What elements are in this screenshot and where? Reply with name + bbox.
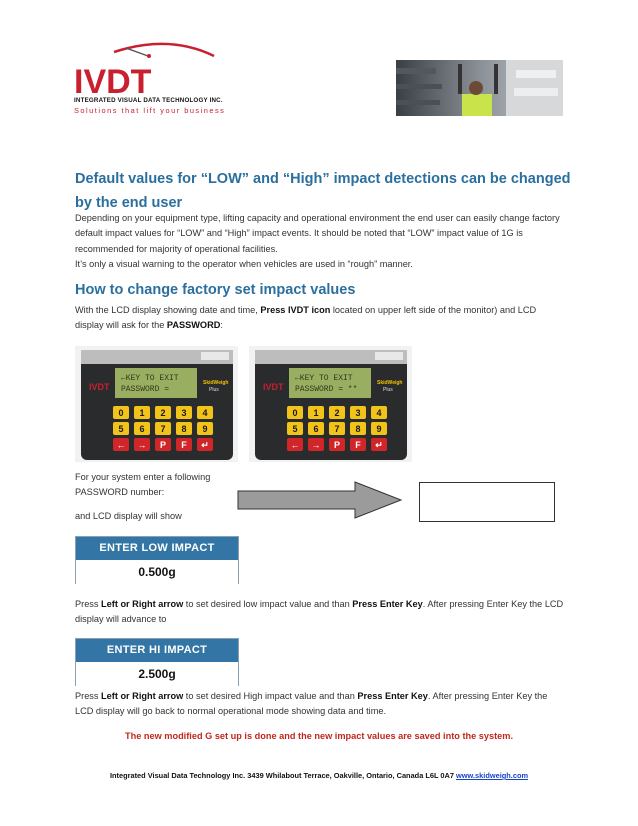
keypad-key-label: 5 <box>118 424 124 434</box>
keypad-key-label: 2 <box>160 408 166 418</box>
hi-impact-value: 2.500g <box>76 662 238 686</box>
keypad-key-label: P <box>333 440 341 450</box>
keypad-illustration-left <box>75 346 238 462</box>
company-logo <box>74 38 244 118</box>
hi-impact-instruction: Press Left or Right arrow to set desired High impact value and than Press Enter Key. After pressing Enter Key the LCD display will go back to normal operational mode showing data and time. <box>75 691 548 717</box>
keypad-key-label: P <box>159 440 167 450</box>
keypad-key-label: ↵ <box>375 440 383 450</box>
logo-company-name: INTEGRATED VISUAL DATA TECHNOLOGY INC. <box>74 97 223 104</box>
intro-paragraph: Depending on your equipment type, lifting capacity and operational environment the end user can easily change factory default impact values for “LOW” and “High” impact events. It should be noted that “LOW” impact value of 1G is recommended for majority of operational facilities. <box>75 213 560 254</box>
low-impact-label: ENTER LOW IMPACT <box>76 537 238 560</box>
ivdt-key-logo: IVDT <box>89 382 110 392</box>
confirmation-notice: The new modified G set up is done and the new impact values are saved into the system. <box>124 731 513 741</box>
keypad-key-label: 7 <box>160 424 166 434</box>
keypad-key-label: 0 <box>292 408 298 418</box>
password-number-box <box>419 482 555 522</box>
keypad-key-label: 6 <box>313 424 319 434</box>
hi-impact-label: ENTER HI IMPACT <box>76 639 238 662</box>
keypad-key-label: 7 <box>334 424 340 434</box>
page-footer <box>0 771 638 780</box>
password-text: PASSWORD <box>166 320 221 331</box>
keypad-key-label: → <box>311 440 321 450</box>
keypad-key-label: 5 <box>292 424 298 434</box>
page-title: Default values for “LOW” and “High” impact detections can be changed by the end user <box>75 171 571 211</box>
brand-label: SkidWeigh <box>203 380 229 386</box>
keypad-key-label: 2 <box>334 408 340 418</box>
keypad-key-label: ↵ <box>201 440 209 450</box>
website-link[interactable]: www.skidweigh.com <box>456 771 529 780</box>
brand-sub-label: Plus <box>383 387 393 393</box>
logo-wordmark: IVDT <box>74 63 152 96</box>
keypad-key-label: 9 <box>202 424 208 434</box>
low-impact-instruction: Press Left or Right arrow to set desired low impact value and than Press Enter Key. After pressing Enter Key the LCD display will advance to <box>75 599 564 625</box>
keypad-key-label: 8 <box>355 424 361 434</box>
keypad-key-label: 1 <box>139 408 145 418</box>
keypad-key-label: 6 <box>139 424 145 434</box>
keypad-key-label: ← <box>116 440 126 450</box>
keypad-key-label: 4 <box>376 408 382 418</box>
low-impact-display <box>75 536 239 584</box>
lcd-line-1: ←KEY TO EXIT <box>295 374 353 383</box>
lcd-line-1: ←KEY TO EXIT <box>121 374 179 383</box>
brand-label: SkidWeigh <box>377 380 403 386</box>
keypad-photo-right <box>249 346 412 462</box>
keypad-photo-left <box>75 346 238 462</box>
password-prompt-text: For your system enter a following PASSWORD number: <box>75 472 211 498</box>
lcd-line-2: PASSWORD = ** <box>295 385 358 394</box>
warehouse-photo <box>396 60 563 116</box>
low-impact-value: 0.500g <box>76 560 238 584</box>
ivdt-logo-mark <box>74 38 244 96</box>
ivdt-key-logo: IVDT <box>263 382 284 392</box>
keypad-key-label: 9 <box>376 424 382 434</box>
footer-address: Integrated Visual Data Technology Inc. 3439 Whilabout Terrace, Oakville, Ontario, Canada L6L 0A7 <box>109 771 457 780</box>
keypad-key-label: → <box>137 440 147 450</box>
keypad-key-label: 3 <box>355 408 361 418</box>
keypad-key-label: 1 <box>313 408 319 418</box>
brand-sub-label: Plus <box>209 387 219 393</box>
keypad-key-label: 3 <box>181 408 187 418</box>
press-ivdt-text: Press IVDT icon <box>260 305 331 315</box>
instruction-paragraph: With the LCD display showing date and time, Press IVDT icon located on upper left side of the monitor) and LCD display will ask for the PASSWORD: <box>75 305 537 331</box>
intro-note: It’s only a visual warning to the operator when vehicles are used in “rough” manner. <box>75 259 413 269</box>
keypad-key-label: F <box>355 440 361 450</box>
keypad-key-label: 4 <box>202 408 208 418</box>
display-will-show-text: and LCD display will show <box>75 511 182 521</box>
section-heading: How to change factory set impact values <box>75 282 356 298</box>
logo-tagline: Solutions that lift your business <box>74 106 226 115</box>
keypad-illustration-right <box>249 346 412 462</box>
lcd-line-2: PASSWORD = <box>121 385 170 394</box>
keypad-key-label: F <box>181 440 187 450</box>
keypad-key-label: 8 <box>181 424 187 434</box>
hi-impact-display <box>75 638 239 686</box>
keypad-key-label: 0 <box>118 408 124 418</box>
keypad-key-label: ← <box>290 440 300 450</box>
